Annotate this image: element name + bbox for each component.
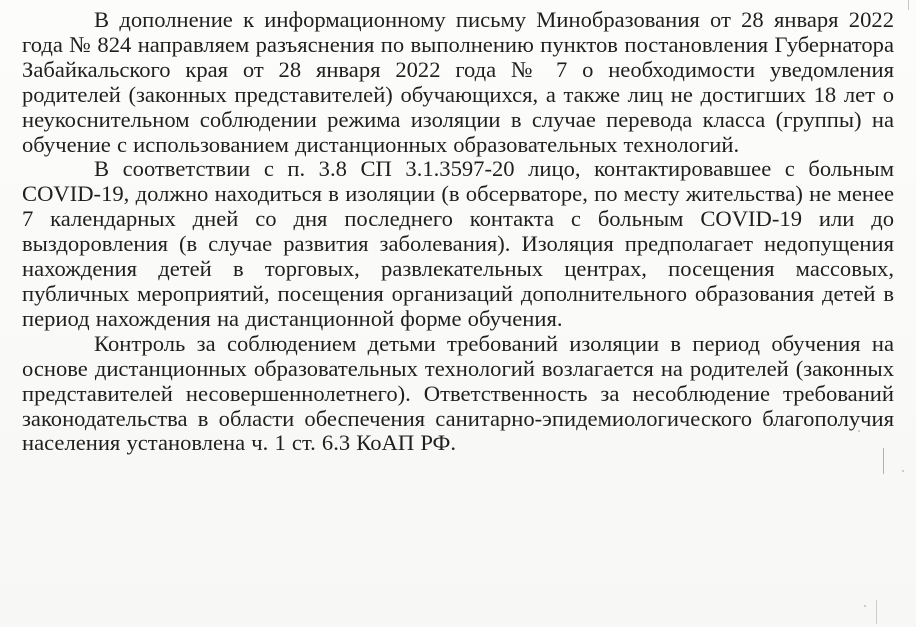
paragraph-3: Контроль за соблюдением детьми требований изоляции в период обучения на основе дистанционных образовательных технологий возлагается на родителей (законных представителей несовершеннолетнего). Ответственность за несоблюдение требований законодательства в области обеспечения санитарно-эпидемиологического благополучия населения установлена ч. 1 ст. 6.3 КоАП РФ. [22,330,894,456]
scan-speck [858,430,860,432]
scan-speck [902,470,904,472]
scan-artifact [876,600,877,624]
paragraph-1: В дополнение к информационному письму Минобразования от 28 января 2022 года № 824 направляем разъяснения по выполнению пунктов постановления Губернатора Забайкальского края от 28 января 2022 года № 7 о необходимости уведомления родителей (законных представителей) обучающихся, а также лиц не достигших 18 лет о неукоснительном соблюдении режима изоляции в случае перевода класса (группы) на обучение с использованием дистанционных образовательных технологий. [22,7,894,157]
scan-artifact [883,448,884,474]
scan-artifact [908,0,909,10]
scan-speck [864,605,866,607]
document-body [22,8,894,456]
paragraph-2: В соответствии с п. 3.8 СП 3.1.3597-20 лицо, контактировавшее с больным COVID-19, должно находиться в изоляции (в обсерваторе, по месту жительства) не менее 7 календарных дней со дня последнего контакта с больным COVID-19 или до выздоровления (в случае развития заболевания). Изоляция предполагает недопущения нахождения детей в торговых, развлекательных центрах, посещения массовых, публичных мероприятий, посещения организаций дополнительного образования детей в период нахождения на дистанционной форме обучения. [22,156,894,331]
